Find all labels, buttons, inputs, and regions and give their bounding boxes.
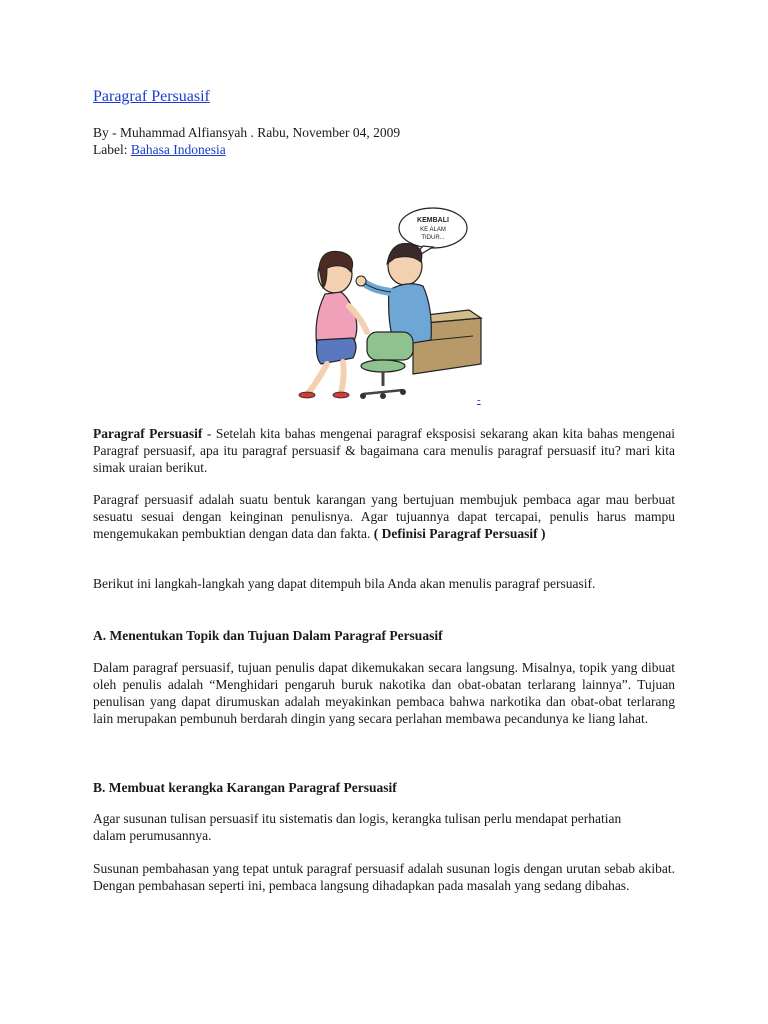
label-link-bahasa-indonesia[interactable]: Bahasa Indonesia bbox=[130, 142, 226, 157]
post-label-line bbox=[93, 141, 226, 158]
post-title-link[interactable]: Paragraf Persuasif bbox=[93, 88, 210, 105]
section-a-paragraph: Dalam paragraf persuasif, tujuan penulis dapat dikemukakan secara langsung. Misalnya, topik yang dibuat oleh penulis adalah “Menghidari pengaruh buruk nakotika dan obat-obatan terlarang lainnya”. Tujuan penulisan yang dapat dirumuskan adalah meyakinkan pembaca bahwa narkotika dan obat-obat terlarang lain merupakan pembunuh berdarah dingin yang secara perlahan membawa pecandunya ke liang lahat. bbox=[93, 660, 675, 726]
steps-intro-paragraph: Berikut ini langkah-langkah yang dapat ditempuh bila Anda akan menulis paragraf persuasif. bbox=[93, 576, 596, 591]
cartoon-illustration[interactable] bbox=[283, 206, 483, 406]
intro-text: - Setelah kita bahas mengenai paragraf eksposisi sekarang akan kita bahas mengenai Paragraf persuasif, apa itu paragraf persuasif & bagaimana cara menulis paragraf persuasif itu? mari kita simak uraian berikut. bbox=[93, 426, 676, 475]
bubble-text-2: KE ALAM bbox=[420, 227, 446, 233]
intro-paragraph bbox=[93, 425, 675, 476]
woman-figure bbox=[299, 251, 367, 398]
section-b-heading: B. Membuat kerangka Karangan Paragraf Persuasif bbox=[93, 780, 397, 795]
image-link[interactable]: - bbox=[477, 394, 481, 406]
office-chair bbox=[360, 332, 413, 399]
definition-paragraph bbox=[93, 491, 675, 542]
bubble-text-1: KEMBALI bbox=[417, 217, 449, 224]
bubble-text-3: TIDUR... bbox=[421, 235, 445, 241]
section-a-heading: A. Menentukan Topik dan Tujuan Dalam Paragraf Persuasif bbox=[93, 628, 443, 643]
post-byline: By - Muhammad Alfiansyah . Rabu, November 04, 2009 bbox=[93, 125, 401, 140]
intro-term: Paragraf Persuasif bbox=[93, 426, 203, 441]
label-prefix: Label: bbox=[93, 142, 131, 157]
section-b-paragraph-2: Susunan pembahasan yang tepat untuk paragraf persuasif adalah susunan logis dengan urutan sebab akibat. Dengan pembahasan seperti ini, pembaca langsung dihadapkan pada masalah yang sedang dibahas. bbox=[93, 861, 675, 893]
definition-text: Paragraf persuasif adalah suatu bentuk karangan yang bertujuan membujuk pembaca agar mau berbuat sesuatu sesuai dengan keinginan penulisnya. Agar tujuannya dapat tercapai, penulis harus mampu mengemukakan pembuktian dengan data dan fakta. bbox=[93, 492, 675, 541]
definition-bold: ( Definisi Paragraf Persuasif ) bbox=[373, 526, 546, 541]
section-b-paragraph-1: Agar susunan tulisan persuasif itu sistematis dan logis, kerangka tulisan perlu mendapat perhatian dalam perumusannya. bbox=[93, 811, 622, 843]
